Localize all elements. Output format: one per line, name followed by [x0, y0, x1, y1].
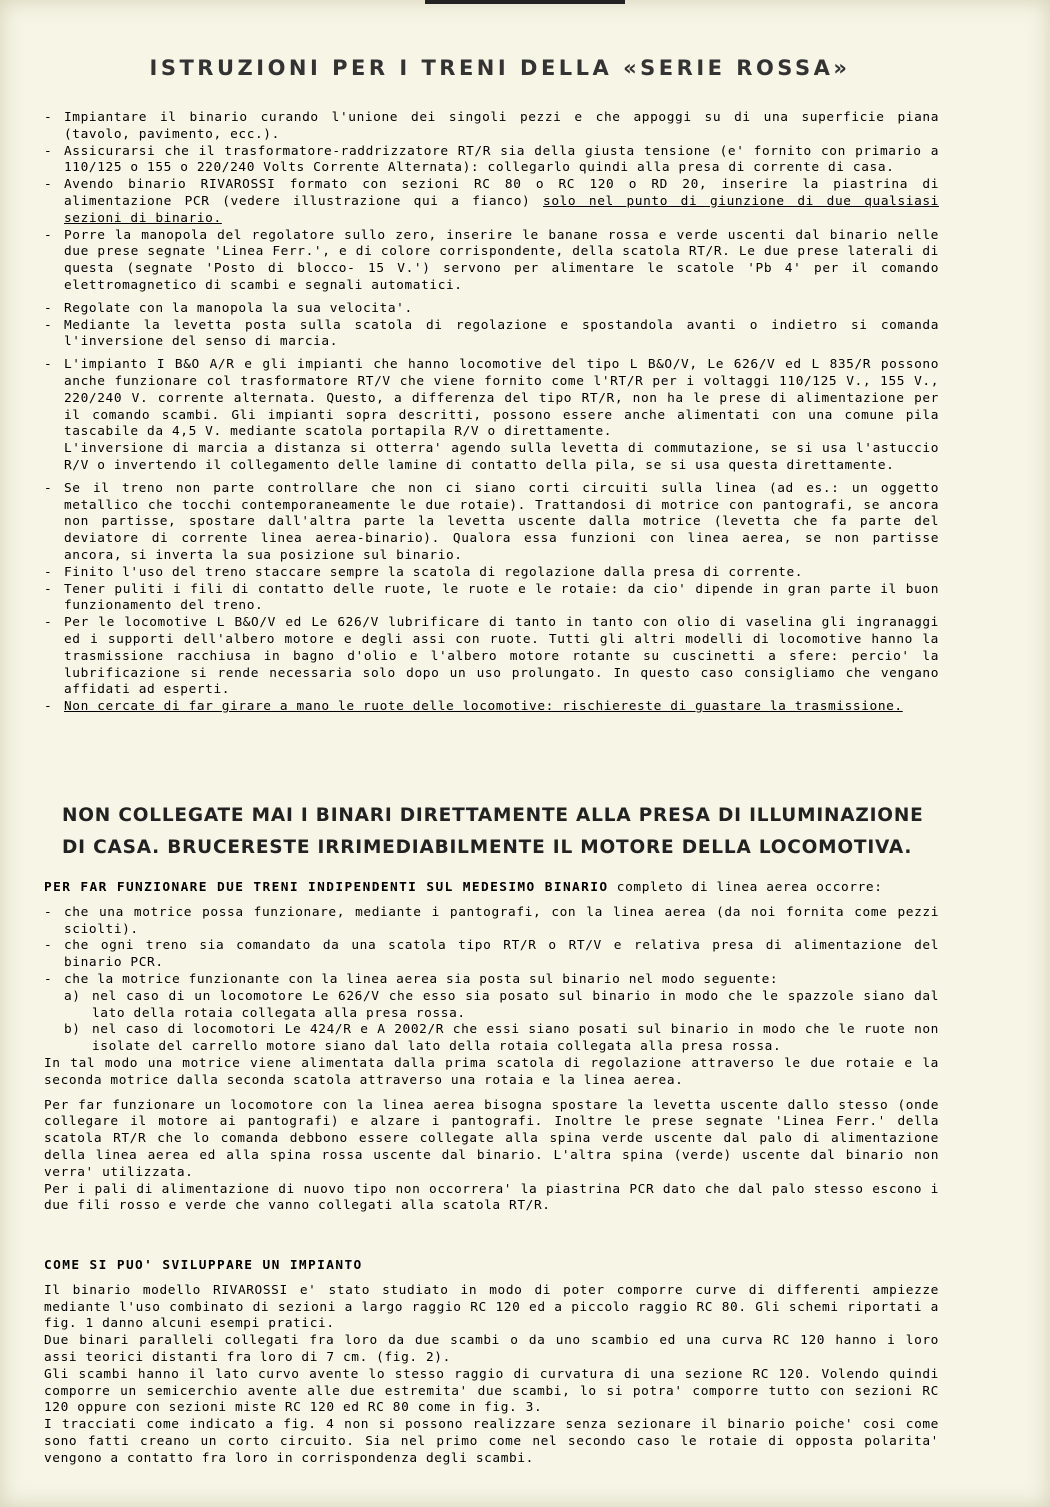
warning-line: DI CASA. BRUCERESTE IRRIMEDIABILMENTE IL MOTORE DELLA LOCOMOTIVA. — [62, 837, 913, 858]
placement-text: nel caso di locomotori Le 424/R e A 2002/R che essi siano posati sul binario in modo che le ruote non isolate del carrello motore siano dal lato della rotaia collegata alla presa rossa. — [92, 1022, 939, 1055]
section-heading-tail: completo di linea aerea occorre: — [616, 880, 883, 895]
section-heading: COME SI PUO' SVILUPPARE UN IMPIANTO — [44, 1258, 363, 1273]
instruction-item: - Porre la manopola del regolatore sullo zero, inserire le banane rossa e verde uscenti dal binario nelle due prese segnate 'Linea Ferr.', e di colore corrispondente, della scatola RT/R. Le due prese laterali di questa (segnate 'Posto di blocco- 15 V.') servono per alimentare le scatole 'Pb 4' per il comando elettromagnetico di scambi e segnali automatici. — [44, 228, 939, 295]
paragraph: Gli scambi hanno il lato curvo avente lo stesso raggio di curvatura di una sezione RC 120. Volendo quindi comporre un semicerchio avente alle due estremita' due scambi, lo si potra' comporre tutto con sezioni RC 120 oppure con sezioni miste RC 120 ed RC 80 come in fig. 3. — [44, 1366, 939, 1416]
placement-text: nel caso di un locomotore Le 626/V che esso sia posato sul binario in modo che le spazzole siano dal lato della rotaia collegata alla presa rossa. — [92, 988, 939, 1021]
warning-block — [62, 800, 942, 864]
requirement-item: - che una motrice possa funzionare, mediante i pantografi, con la linea aerea (da noi fornita come pezzi sciolti). — [44, 905, 939, 939]
instruction-item — [44, 177, 939, 227]
paragraph: Per i pali di alimentazione di nuovo tipo non occorrera' la piastrina PCR dato che dal palo stesso escono i due fili rosso e verde che vanno collegati alla scatola RT/R. — [44, 1181, 939, 1214]
paragraph: I tracciati come indicato a fig. 4 non si possono realizzare senza sezionare il binario poiche' cosi come sono fatti creano un corto circuito. Sia nel primo come nel secondo caso le rotaie di opposta polarita' vengono a contatto fra loro in corrispondenza degli scambi. — [44, 1417, 939, 1466]
instruction-item: - Impiantare il binario curando l'unione dei singoli pezzi e che appoggi su di una superficie piana (tavolo, pavimento, ecc.). — [44, 110, 939, 144]
instruction-item: - L'impianto I B&O A/R e gli impianti che hanno locomotive del tipo L B&O/V, Le 626/V ed L 835/R possono anche funzionare col trasformatore RT/V che viene fornito come l'RT/R per i voltaggi 110/125 V., 155 V., 220/240 V. corrente alternata. Questo, a differenza del tipo RT/R, non ha le prese di alimentazione per il comando scambi. Gli impianti sopra descritti, possono essere anche alimentati con una comune pila tascabile da 4,5 V. mediante scatola portapila R/V o direttamente. — [44, 357, 939, 441]
paragraph: Il binario modello RIVAROSSI e' stato studiato in modo di poter comporre curve di differenti ampiezze mediante l'uso combinato di sezioni a largo raggio RC 120 ed a piccolo raggio RC 80. Gli schemi riportati a fig. 1 danno alcuni esempi pratici. — [44, 1282, 939, 1332]
instruction-item: - Per le locomotive L B&O/V ed Le 626/V lubrificare di tanto in tanto con olio di vaselina gli ingranaggi ed i supporti dell'albero motore e degli assi con ruote. Tutti gli altri modelli di locomotive hanno la trasmissione racchiusa in bagno d'olio e l'albero motore rotante su cuscinetti a sfere: percio' la lubrificazione si rende necessaria solo dopo un uso prolungato. In questo caso consigliamo che vengano affidati ad esperti. — [44, 615, 939, 699]
instruction-item: - Se il treno non parte controllare che non ci siano corti circuiti sulla linea (ad es.: un oggetto metallico che tocchi contemporaneamente le due rotaie). Trattandosi di motrice con pantografi, se ancora non partisse, spostare dall'altra parte la levetta uscente dalla motrice (levetta che fa parte del deviatore di corrente linea aerea-binario). Qualora essa funzioni con linea aerea, se non partisse ancora, si inverta la sua posizione sul binario. — [44, 481, 939, 565]
paragraph: Due binari paralleli collegati fra loro da due scambi o da uno scambio ed una curva RC 120 hanno i loro assi teorici distanti fra loro di 7 cm. (fig. 2). — [44, 1333, 939, 1365]
requirement-item: - che ogni treno sia comandato da una scatola tipo RT/R o RT/V e relativa presa di alimentazione del binario PCR. — [44, 938, 939, 972]
instruction-item: - Regolate con la manopola la sua velocita'. — [44, 301, 939, 318]
instruction-text: Avendo binario RIVAROSSI formato con sezioni RC 80 o RC 120 o RD 20, inserire la piastrina di alimentazione PCR (vedere illustrazione qui a fianco) — [64, 177, 939, 209]
requirements-list — [44, 905, 939, 989]
requirement-item: - che la motrice funzionante con la linea aerea sia posta sul binario nel modo seguente: — [44, 972, 939, 989]
page-title: ISTRUZIONI PER I TRENI DELLA «SERIE ROSSA» — [149, 56, 851, 80]
placement-item — [64, 989, 939, 1023]
two-trains-section — [44, 880, 939, 1215]
paragraph: In tal modo una motrice viene alimentata dalla prima scatola di regolazione attraverso le due rotaie e la seconda motrice dalla seconda scatola attraverso una rotaia e la linea aerea. — [44, 1055, 939, 1088]
instruction-item: - Tener puliti i fili di contatto delle ruote, le ruote e le rotaie: da cio' dipende in gran parte il buon funzionamento del treno. — [44, 582, 939, 616]
placement-label: a) — [64, 988, 81, 1004]
instruction-continuation: L'inversione di marcia a distanza si otterra' agendo sulla levetta di commutazione, se si usa l'astuccio R/V o invertendo il collegamento delle lamine di contatto della pila, se si usa questa direttamente. — [64, 441, 939, 473]
placement-list — [44, 989, 939, 1056]
instructions-list — [44, 110, 939, 716]
instruction-item: - Finito l'uso del treno staccare sempre la scatola di regolazione dalla presa di corrente. — [44, 565, 939, 582]
instruction-item: - Mediante la levetta posta sulla scatola di regolazione e spostandola avanti o indietro si comanda l'inversione del senso di marcia. — [44, 318, 939, 352]
instruction-item: - Non cercate di far girare a mano le ruote delle locomotive: rischiereste di guastare la trasmissione. — [44, 699, 939, 716]
placement-item — [64, 1022, 939, 1056]
instruction-underlined-text: solo nel punto di giunzione di due qualsiasi sezioni di binario. — [64, 193, 939, 226]
develop-section — [44, 1258, 939, 1468]
paragraph: Per far funzionare un locomotore con la linea aerea bisogna spostare la levetta uscente dallo stesso (onde collegare il motore ai pantografi) e alzare i pantografi. Inoltre le prese segnate 'Linea Ferr.' della scatola RT/R che lo comanda debbono essere collegate alla spina verde uscente dal palo di alimentazione della linea aerea ed alla spina rossa uscente dal binario. L'altra spina (verde) uscente dal binario non verra' utilizzata. — [44, 1097, 939, 1180]
instruction-item: - Assicurarsi che il trasformatore-raddrizzatore RT/R sia della giusta tensione (e' fornito con primario a 110/125 o 155 o 220/240 Volts Corrente Alternata): collegarlo quindi alla presa di corrente di casa. — [44, 144, 939, 178]
page-edge-mark — [425, 0, 625, 4]
placement-label: b) — [64, 1022, 81, 1038]
section-heading: PER FAR FUNZIONARE DUE TRENI INDIPENDENTI SUL MEDESIMO BINARIO — [44, 880, 609, 895]
warning-line: NON COLLEGATE MAI I BINARI DIRETTAMENTE ALLA PRESA DI ILLUMINAZIONE — [62, 805, 924, 826]
